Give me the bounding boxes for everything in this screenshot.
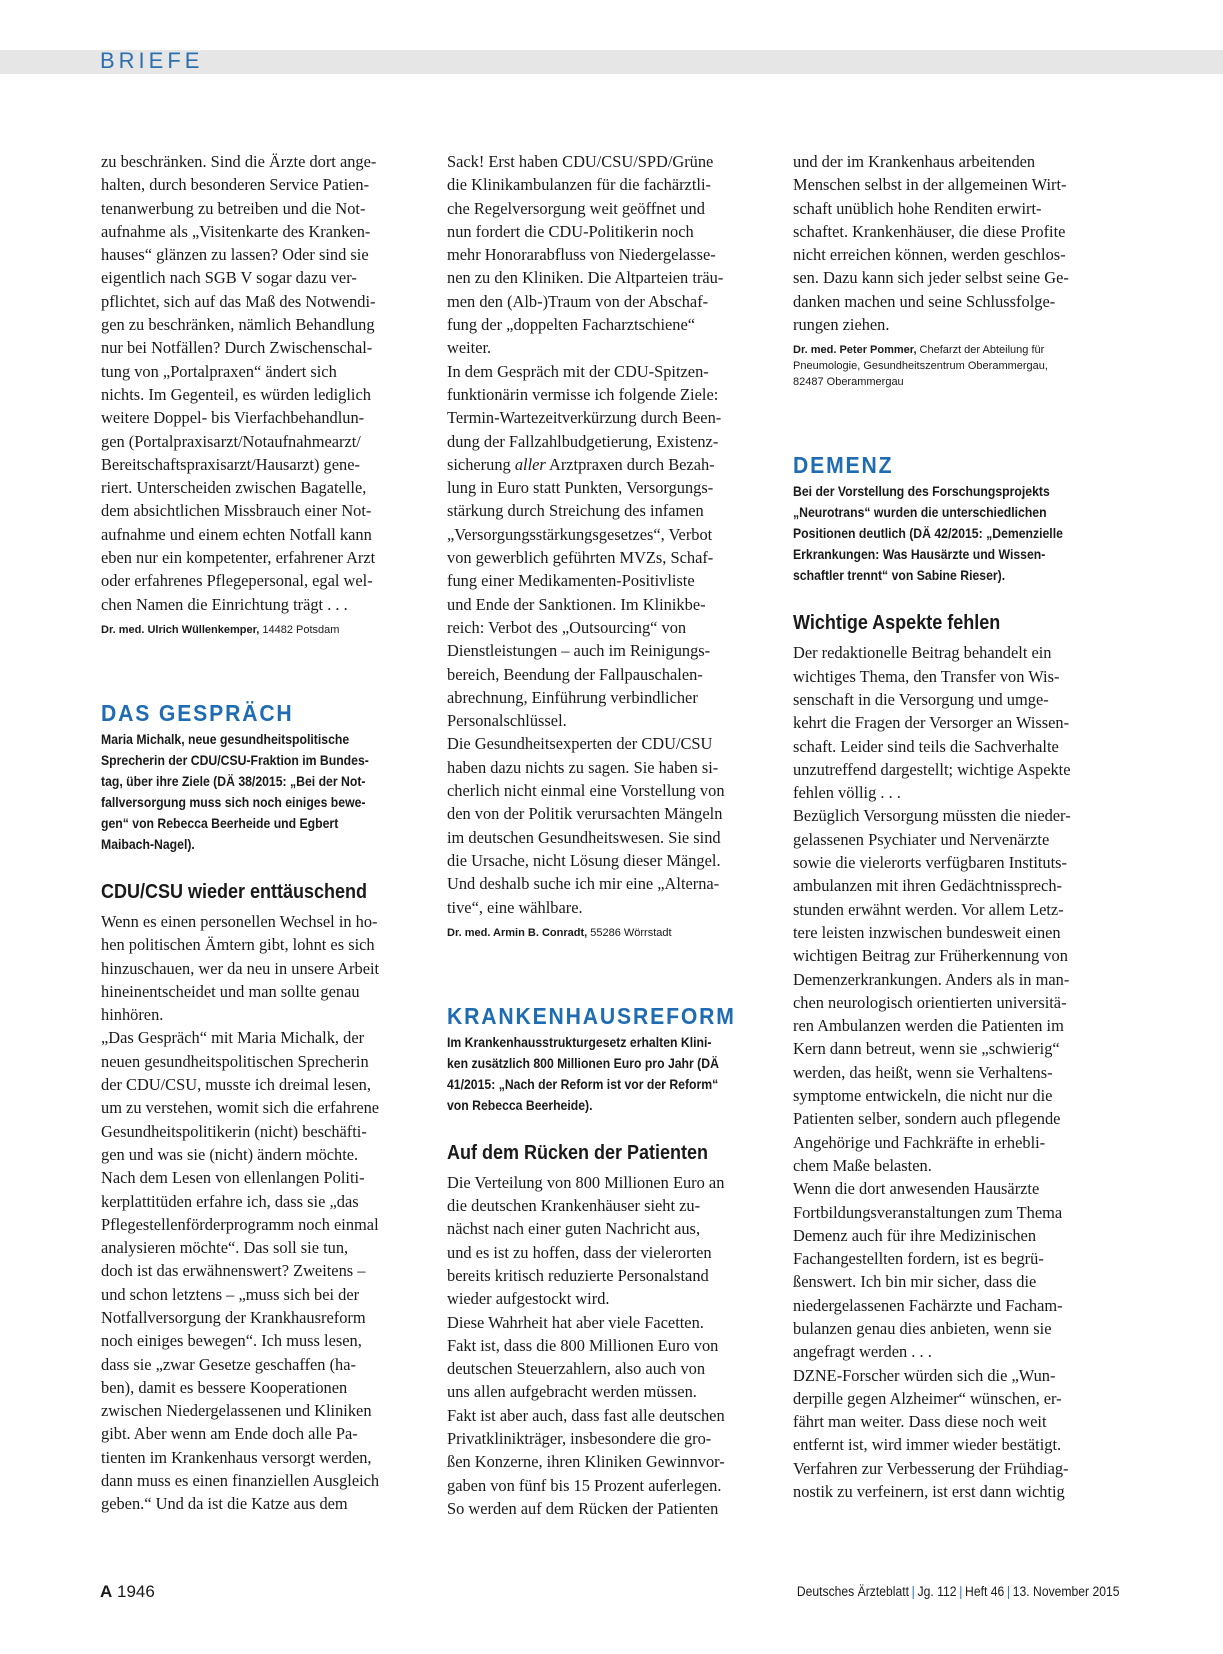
signature-name: Dr. med. Ulrich Wüllenkemper, xyxy=(101,623,260,636)
letter-body xyxy=(447,150,774,919)
section-label: BRIEFE xyxy=(100,48,204,73)
letter-body: Wenn es einen personellen Wechsel in ho- hen politischen Ämtern gibt, lohnt es sich hinzuschauen, wer da neu in unsere Arbeit hineinentscheidet und man sollte genau hinhören. „Das Gespräch“ mit Maria Michalk, der neuen gesundheitspolitischen Sprecherin der CDU/CSU, musste ich dreimal lesen, um zu verstehen, womit sich die erfahrene Gesundheitspolitikerin (nicht) beschäfti- gen und was sie (nicht) ändern möchte. Nach dem Lesen von ellenlangen Politi- kerplattitüden erfahre ich, dass sie „das Pflegestellenförderprogramm noch einmal analysieren möchte“. Das soll sie tun, doch ist das erwähnenswert? Zweitens – und schon letztens – „muss sich bei der Notfallversorgung der Krankhausreform noch einiges bewegen“. Ich muss lesen, dass sie „zwar Gesetze geschaffen (ha- ben), damit es bessere Kooperationen zwischen Niedergelassenen und Kliniken gibt. Aber wenn am Ende doch alle Pa- tienten im Krankenhaus versorgt werden, dann muss es einen finanziellen Ausgleich geben.“ Und da ist die Katze aus dem xyxy=(101,911,380,1514)
topic-teaser: Im Krankenhausstrukturgesetz erhalten Klini- ken zusätzlich 800 Millionen Euro pro Jahr (DÄ 41/2015: „Nach der Reform ist vor der Reform“ von Rebecca Beerheide). xyxy=(447,1034,719,1113)
column-3 xyxy=(793,150,1120,1503)
page-number-value: 1946 xyxy=(112,1582,155,1601)
journal-name: Deutsches Ärzteblatt xyxy=(797,1584,910,1599)
separator: | xyxy=(912,1584,916,1599)
letter-headline: Wichtige Aspekte fehlen xyxy=(793,612,1001,635)
letter-headline: CDU/CSU wieder enttäuschend xyxy=(101,880,368,903)
letter-signature xyxy=(793,342,1120,390)
signature-place: Chefarzt der Abteilung für Pneumologie, Gesundheitszentrum Oberammergau, 82487 Oberammergau xyxy=(793,344,1048,389)
journal-volume: Jg. 112 xyxy=(918,1584,957,1599)
page-number xyxy=(100,1582,155,1602)
journal-info xyxy=(797,1584,1120,1599)
journal-date: 13. November 2015 xyxy=(1013,1584,1120,1599)
letter-body: Der redaktionelle Beitrag behandelt ein wichtiges Thema, den Transfer von Wis- senschaft in die Versorgung und umge- kehrt die Fragen der Versorger an Wissen- schaft. Leider sind teils die Sachverhalte unzutreffend dargestellt; wichtige Aspekte fehlen völlig . . . Bezüglich Versorgung müssten die nieder- gelassenen Psychiater und Nervenärzte sowie die vielerorts verfügbaren Instituts- ambulanzen mit ihren Gedächtnissprech- stunden erwähnt werden. Vor allem Letz- tere leisten inzwischen bundesweit einen wichtigen Beitrag zur Früherkennung von Demenzerkrankungen. Anders als in man- chen neurologisch orientierten universitä- ren Ambulanzen werden die Patienten im Kern dann betreut, wenn sie „schwierig“ werden, das heißt, wenn sie Verhaltens- symptome entwickeln, die nicht nur die Patienten selber, sondern auch pflegende Angehörige und Fachkräfte in erhebli- chem Maße belasten. Wenn die dort anwesenden Hausärzte Fortbildungsveranstaltungen zum Thema Demenz auch für ihre Medizinischen Fachangestellten fordern, ist es begrü- ßenswert. Ich bin mir sicher, dass die niedergelassenen Fachärzte und Facham- bulanzen genau dies anbieten, wenn sie angefragt werden . . . DZNE-Forscher würden sich die „Wun- derpille gegen Alzheimer“ wünschen, er- fährt man weiter. Dass diese noch weit entfernt ist, wird immer wieder bestätigt. Verfahren zur Verbesserung der Frühdiag- nostik zu verfeinern, ist erst dann wichtig xyxy=(793,643,1071,1502)
letter-continuation: und der im Krankenhaus arbeitenden Menschen selbst in der allgemeinen Wirt- schaft unüblich hohe Renditen erwirt- schaftet. Krankenhäuser, die diese Profite nicht erreichen können, werden geschlos- sen. Dazu kann sich jeder selbst seine Ge- danken machen und seine Schlussfolge- rungen ziehen. xyxy=(793,152,1069,335)
signature-name: Dr. med. Armin B. Conradt, xyxy=(447,926,588,939)
signature-name: Dr. med. Peter Pommer, xyxy=(793,344,917,357)
page-prefix: A xyxy=(100,1582,113,1601)
letter-continuation: zu beschränken. Sind die Ärzte dort ange- halten, durch besonderen Service Patien- tenanwerbung zu betreiben und die Not- aufnahme als „Visitenkarte des Kranken- hauses“ glänzen zu lassen? Oder sind sie eigentlich nach SGB V sogar dazu ver- pflichtet, sich auf das Maß des Notwendi- gen zu beschränken, nämlich Behandlung nur bei Notfällen? Durch Zwischenschal- tung von „Portalpraxen“ ändert sich nichts. Im Gegenteil, es würden lediglich weitere Doppel- bis Vierfachbehandlun- gen (Portalpraxisarzt/Notaufnahmearzt/ Bereitschaftspraxisarzt/Hausarzt) gene- riert. Unterscheiden zwischen Bagatelle, dem absichtlichen Missbrauch einer Not- aufnahme und einem echten Notfall kann eben nur ein kompetenter, erfahrener Arzt oder erfahrenes Pflegepersonal, egal wel- chen Namen die Einrichtung trägt . . . xyxy=(101,152,377,614)
body-text: Sack! Erst haben CDU/CSU/SPD/Grüne die Klinikambulanzen für die fachärztli- che Regelversorgung weit geöffnet und nun fordert die CDU-Politikerin noch mehr Honorarabfluss von Niedergelasse- nen zu den Kliniken. Die Altparteien träu- men den (Alb-)Traum von der Abschaf- fung der „doppelten Facharztschiene“ weiter. In dem Gespräch mit der CDU-Spitzen- funktionärin vermisse ich folgende Ziele: Termin-Wartezeitverkürzung durch Been- dung der Fallzahlbudgetierung, Existenz- sicherung xyxy=(447,152,724,474)
body-emphasis: aller xyxy=(514,454,546,474)
column-1 xyxy=(101,150,428,1516)
topic-heading: DEMENZ xyxy=(793,452,894,479)
letter-signature xyxy=(447,925,774,941)
signature-place: 55286 Wörrstadt xyxy=(587,926,672,939)
topic-heading: KRANKENHAUSREFORM xyxy=(447,1002,736,1029)
letter-signature xyxy=(101,622,428,638)
topic-teaser: Bei der Vorstellung des Forschungsprojekts „Neurotrans“ wurden die unterschiedlichen Positionen deutlich (DÄ 42/2015: „Demenzielle Erkrankungen: Was Hausärzte und Wissen- schaftler trennt“ von Sabine Rieser). xyxy=(793,484,1063,584)
separator: | xyxy=(959,1584,963,1599)
topic-teaser: Maria Michalk, neue gesundheitspolitische Sprecherin der CDU/CSU-Fraktion im Bundes- tag, über ihre Ziele (DÄ 38/2015: „Bei der Not- fallversorgung muss sich noch einiges bewe- gen“ von Rebecca Beerheide und Egbert Maibach-Nagel). xyxy=(101,731,369,852)
column-2 xyxy=(447,150,774,1520)
letter-body: Die Verteilung von 800 Millionen Euro an die deutschen Krankenhäuser sieht zu- nächst nach einer guten Nachricht aus, und es ist zu hoffen, dass der vielerorten bereits kritisch reduzierte Personalstand wieder aufgestockt wird. Diese Wahrheit hat aber viele Facetten. Fakt ist, dass die 800 Millionen Euro von deutschen Steuerzahlern, also auch von uns allen aufgebracht werden müssen. Fakt ist aber auch, dass fast alle deutschen Privatklinikträger, insbesondere die gro- ßen Konzerne, ihren Kliniken Gewinnvor- gaben von fünf bis 15 Prozent auferlegen. So werden auf dem Rücken der Patienten xyxy=(447,1172,725,1518)
topic-heading: DAS GESPRÄCH xyxy=(101,699,294,726)
body-text: Arztpraxen durch Bezah- lung in Euro statt Punkten, Versorgungs- stärkung durch Streichung des infamen „Versorgungsstärkungsgesetzes“, Verbot von gewerblich geführten MVZs, Schaf- fung einer Medikamenten-Positivliste und Ende der Sanktionen. Im Klinikbe- reich: Verbot des „Outsourcing“ von Dienstleistungen – auch im Reinigungs- bereich, Beendung der Fallpauschalen- abrechnung, Einführung verbindlicher Personalschlüssel. Die Gesundheitsexperten der CDU/CSU haben dazu nichts zu sagen. Sie haben si- cherlich nicht einmal eine Vorstellung von den von der Politik verursachten Mängeln im deutschen Gesundheitswesen. Sie sind die Ursache, nicht Lösung dieser Mängel. Und deshalb suche ich mir eine „Alterna- tive“, eine wählbare. xyxy=(447,454,725,917)
letter-headline: Auf dem Rücken der Patienten xyxy=(447,1141,709,1164)
journal-issue: Heft 46 xyxy=(965,1584,1005,1599)
signature-place: 14482 Potsdam xyxy=(259,623,340,636)
separator: | xyxy=(1007,1584,1011,1599)
